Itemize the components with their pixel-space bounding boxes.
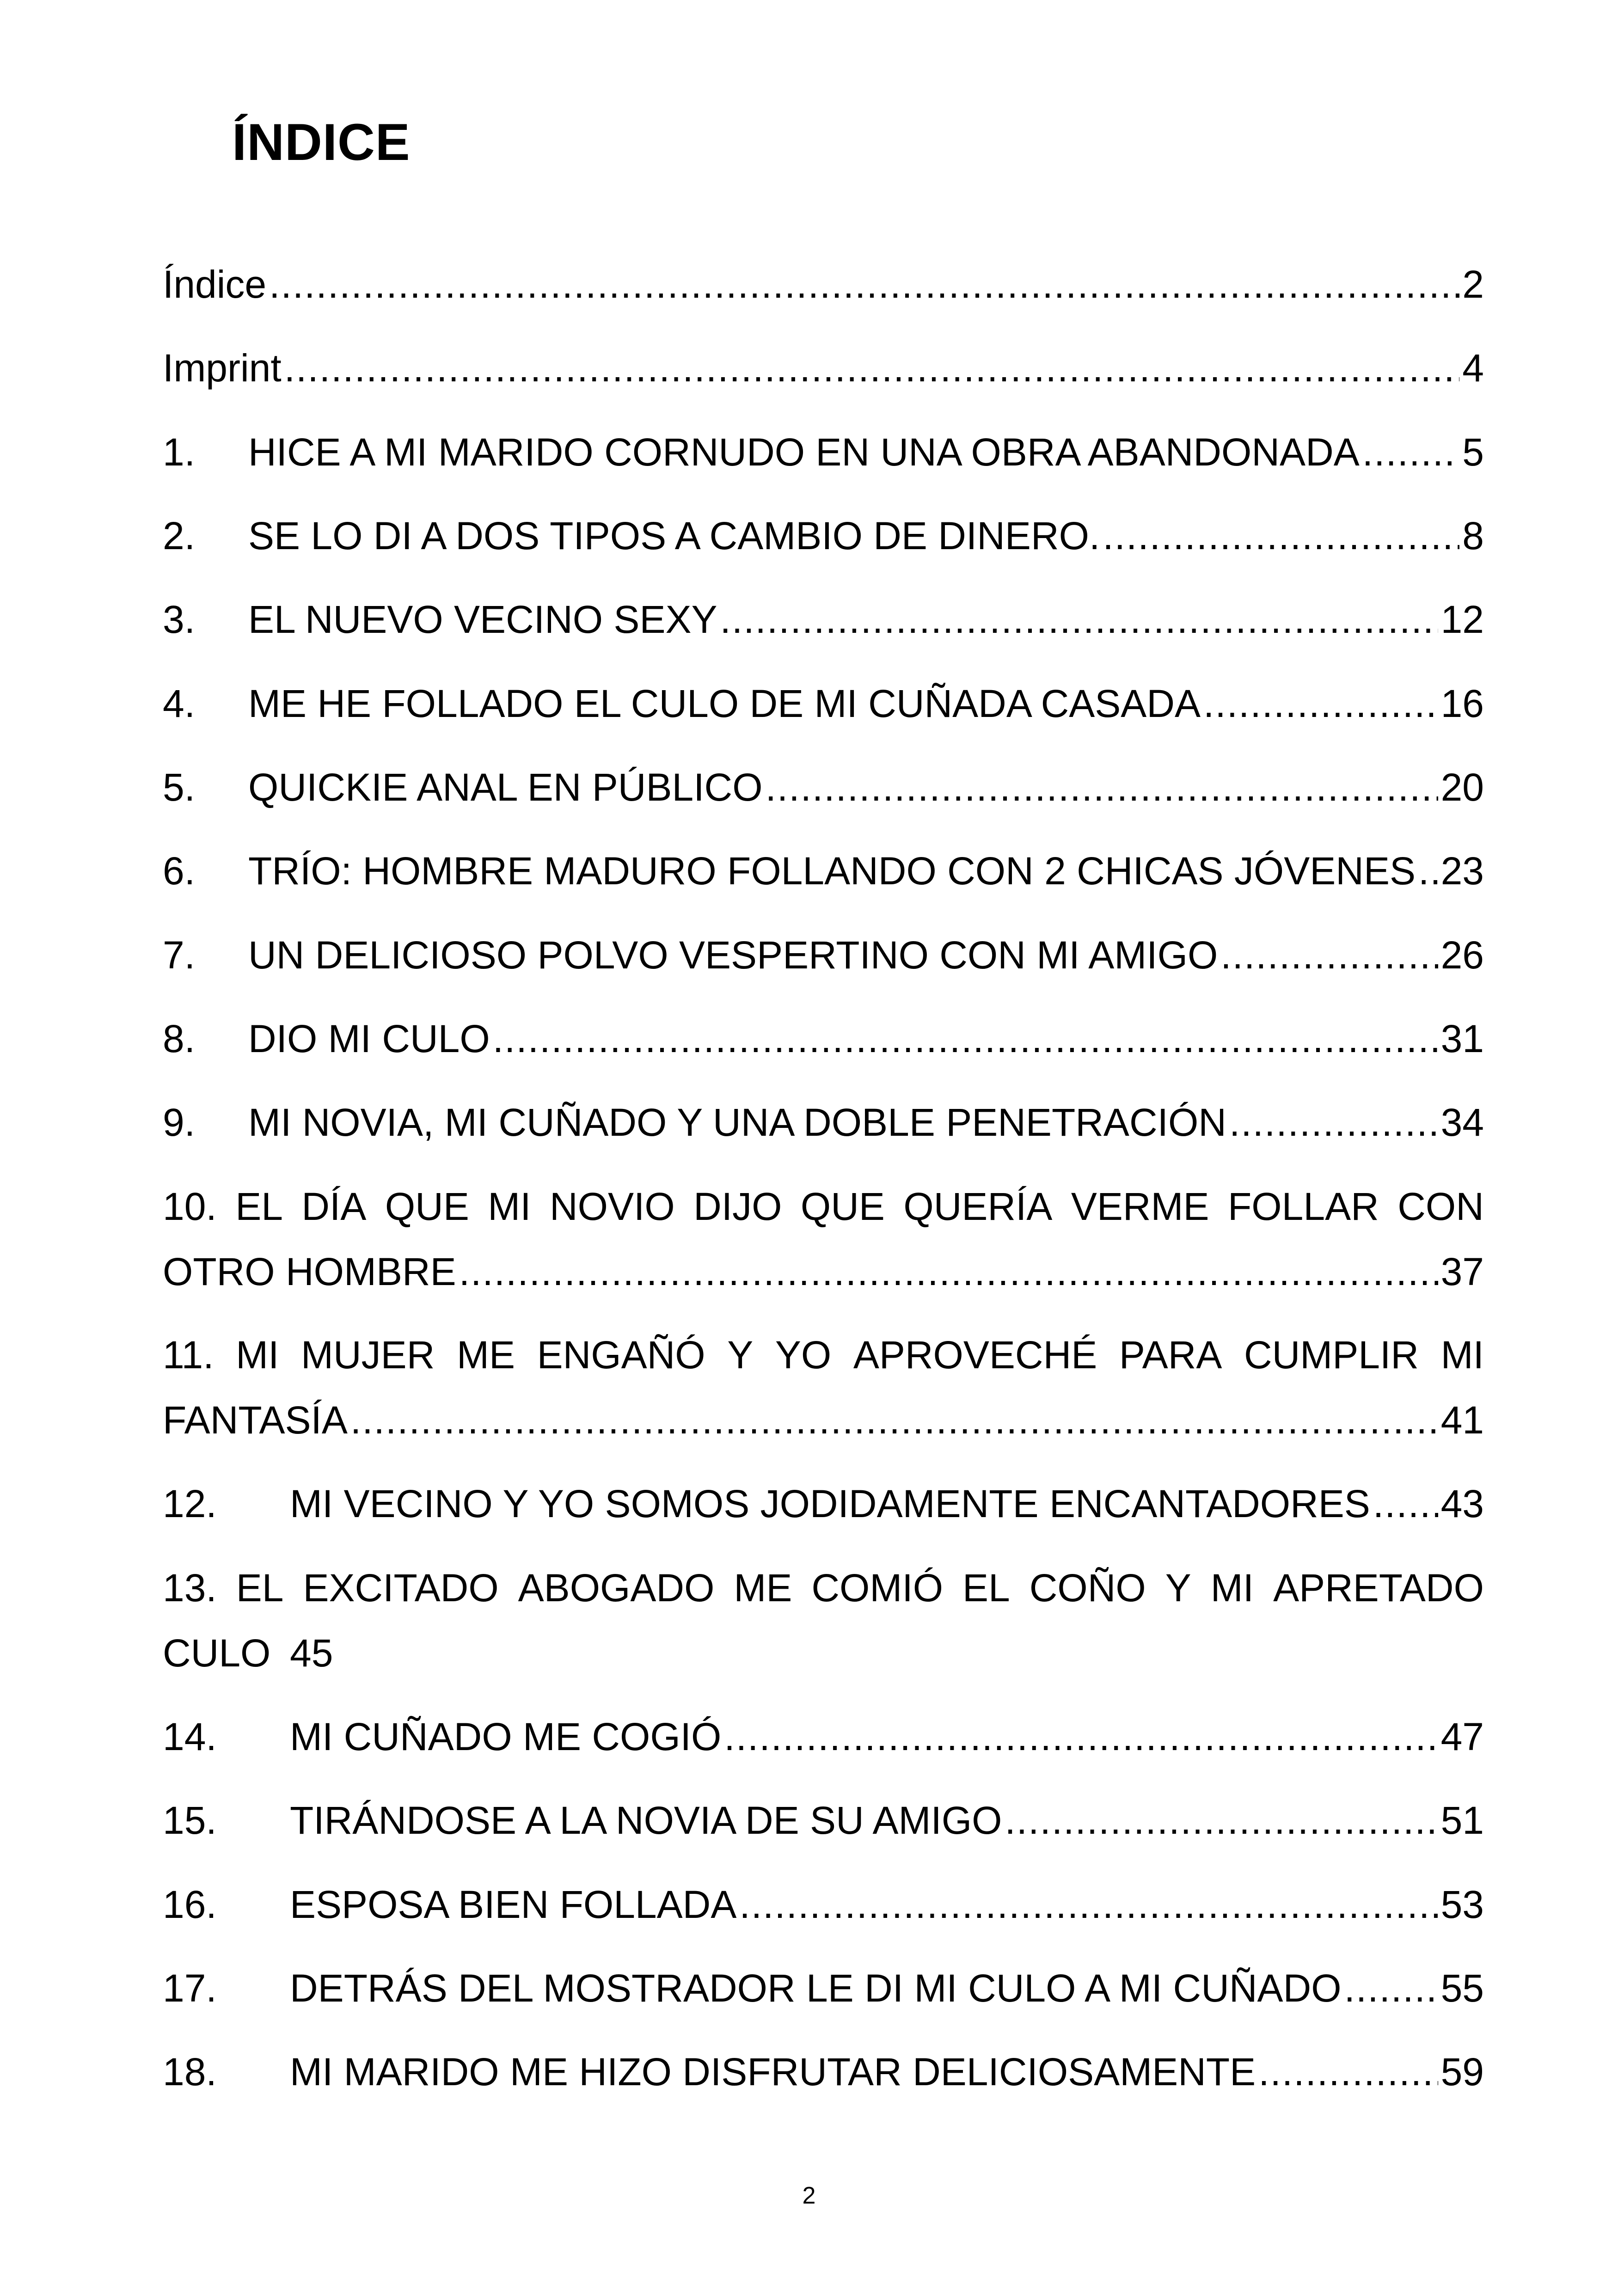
- toc-word: APROVECHÉ: [853, 1333, 1097, 1377]
- toc-entry-title: HICE A MI MARIDO CORNUDO EN UNA OBRA ABANDONADA: [248, 430, 1360, 474]
- dot-leader: [1103, 501, 1459, 570]
- toc-entry-title: DIO MI CULO: [248, 1017, 490, 1060]
- toc-word: Y: [727, 1333, 754, 1377]
- toc-word: Y: [1165, 1566, 1191, 1610]
- dot-leader: [284, 333, 1460, 403]
- toc-entry-page: 20: [1440, 765, 1484, 809]
- dot-leader: [1005, 1786, 1438, 1855]
- toc-entry-number: 6.: [163, 849, 196, 893]
- toc-entry[interactable]: [163, 333, 1484, 403]
- toc-word: QUE: [800, 1185, 885, 1228]
- toc-entry[interactable]: [163, 250, 1484, 319]
- dot-leader: [1373, 1469, 1438, 1538]
- toc-word: ME: [456, 1333, 515, 1377]
- toc-entry[interactable]: [163, 1870, 1484, 1939]
- toc-entry-line1[interactable]: [163, 1320, 1484, 1390]
- toc-entry-page: 51: [1440, 1799, 1484, 1842]
- toc-entry-title: MI VECINO Y YO SOMOS JODIDAMENTE ENCANTADORES: [290, 1482, 1370, 1525]
- toc-word: DIJO: [693, 1185, 782, 1228]
- dot-leader: [1362, 417, 1460, 487]
- toc-entry-page: 4: [1462, 346, 1484, 390]
- toc-entry-page: 8: [1462, 514, 1484, 557]
- toc-word: ABOGADO: [518, 1566, 715, 1610]
- toc-word: PARA: [1119, 1333, 1222, 1377]
- toc-entry-title: TIRÁNDOSE A LA NOVIA DE SU AMIGO: [290, 1799, 1002, 1842]
- toc-word: QUERÍA: [903, 1185, 1053, 1228]
- toc-entry[interactable]: [163, 1088, 1484, 1157]
- dot-leader: [459, 1237, 1438, 1306]
- toc-entry[interactable]: [163, 1786, 1484, 1855]
- toc-entry-line1[interactable]: [163, 1553, 1484, 1623]
- toc-entry-number: 4.: [163, 682, 196, 725]
- toc-word: ME: [734, 1566, 792, 1610]
- toc-word: ENGAÑÓ: [537, 1333, 705, 1377]
- toc-entry-line1[interactable]: [163, 1172, 1484, 1241]
- toc-entry-title: FANTASÍA: [163, 1398, 348, 1442]
- toc-entry-page: 23: [1440, 849, 1484, 893]
- toc-word: VERME: [1071, 1185, 1209, 1228]
- toc-word: YO: [775, 1333, 832, 1377]
- toc-entry[interactable]: [163, 501, 1484, 570]
- toc-entry-page: 41: [1440, 1398, 1484, 1442]
- toc-entry-number: 11.: [163, 1333, 214, 1377]
- toc-entry-number: 2.: [163, 514, 196, 557]
- toc-entry[interactable]: [163, 836, 1484, 906]
- toc-entry-page: 31: [1440, 1017, 1484, 1060]
- toc-entry[interactable]: [163, 753, 1484, 822]
- toc-entry[interactable]: [163, 1385, 1484, 1455]
- toc-entry-number: 5.: [163, 765, 196, 809]
- toc-word: MI: [236, 1333, 279, 1377]
- toc-entry[interactable]: [163, 920, 1484, 990]
- toc-entry-number: 10.: [163, 1185, 217, 1228]
- toc-entry-page: 2: [1462, 263, 1484, 306]
- toc-entry-title: DETRÁS DEL MOSTRADOR LE DI MI CULO A MI CUÑADO: [290, 1966, 1342, 2010]
- toc-word: MI: [488, 1185, 531, 1228]
- toc-word: EL: [962, 1566, 1010, 1610]
- toc-entry-number: 17.: [163, 1966, 217, 2010]
- toc-entry-title: MI NOVIA, MI CUÑADO Y UNA DOBLE PENETRACIÓN: [248, 1101, 1226, 1144]
- toc-entry[interactable]: [163, 1702, 1484, 1771]
- toc-entry-page: 5: [1462, 430, 1484, 474]
- toc-word: COMIÓ: [811, 1566, 944, 1610]
- toc-entry[interactable]: [163, 1004, 1484, 1073]
- toc-word: COÑO: [1029, 1566, 1146, 1610]
- toc-entry-number: 16.: [163, 1883, 217, 1926]
- toc-entry-number: 8.: [163, 1017, 196, 1060]
- toc-entry-number: 3.: [163, 598, 196, 641]
- toc-entry-title: SE LO DI A DOS TIPOS A CAMBIO DE DINERO.: [248, 514, 1100, 557]
- toc-word: APRETADO: [1273, 1566, 1484, 1610]
- toc-word: QUE: [385, 1185, 469, 1228]
- toc-entry-number: 14.: [163, 1715, 217, 1758]
- toc-entry-page: 16: [1440, 682, 1484, 725]
- toc-entry[interactable]: [163, 1618, 333, 1688]
- dot-leader: [739, 1870, 1438, 1939]
- dot-leader: [1258, 2037, 1438, 2106]
- dot-leader: [493, 1004, 1438, 1073]
- toc-entry-page: 47: [1440, 1715, 1484, 1758]
- toc-entry-title: Imprint: [163, 346, 282, 390]
- toc-entry-page: 45: [290, 1631, 333, 1675]
- page-number: 2: [802, 2182, 816, 2209]
- toc-entry-title: EL NUEVO VECINO SEXY: [248, 598, 717, 641]
- toc-entry-title: TRÍO: HOMBRE MADURO FOLLANDO CON 2 CHICAS JÓVENES: [248, 849, 1416, 893]
- toc-entry-number: 18.: [163, 2050, 217, 2094]
- toc-word: MI: [1440, 1333, 1484, 1377]
- dot-leader: [350, 1385, 1438, 1455]
- toc-entry[interactable]: [163, 1469, 1484, 1538]
- toc-word: DÍA: [301, 1185, 367, 1228]
- toc-entry-number: 13.: [163, 1566, 217, 1610]
- toc-entry[interactable]: [163, 669, 1484, 738]
- toc-entry-number: 12.: [163, 1482, 217, 1525]
- toc-word: EL: [236, 1566, 284, 1610]
- toc-word: MUJER: [301, 1333, 435, 1377]
- toc-entry-title: Índice: [163, 263, 267, 306]
- toc-word: CON: [1397, 1185, 1484, 1228]
- dot-leader: [720, 585, 1438, 654]
- toc-word: EXCITADO: [303, 1566, 499, 1610]
- toc-entry-title: ESPOSA BIEN FOLLADA: [290, 1883, 737, 1926]
- toc-entry-title: CULO: [163, 1631, 271, 1675]
- toc-entry-page: 55: [1440, 1966, 1484, 2010]
- dot-leader: [766, 753, 1438, 822]
- toc-entry-page: 34: [1440, 1101, 1484, 1144]
- toc-entry-title: ME HE FOLLADO EL CULO DE MI CUÑADA CASADA: [248, 682, 1201, 725]
- dot-leader: [724, 1702, 1438, 1771]
- dot-leader: [1203, 669, 1438, 738]
- toc-entry-number: 9.: [163, 1101, 196, 1144]
- toc-entry-number: 1.: [163, 430, 196, 474]
- toc-entry-title: MI CUÑADO ME COGIÓ: [290, 1715, 722, 1758]
- dot-leader: [1220, 920, 1438, 990]
- toc-entry[interactable]: [163, 1953, 1484, 2023]
- toc-entry[interactable]: [163, 585, 1484, 654]
- toc-entry-title: QUICKIE ANAL EN PÚBLICO: [248, 765, 763, 809]
- toc-entry-title: OTRO HOMBRE: [163, 1250, 456, 1293]
- toc-entry-number: 7.: [163, 933, 196, 977]
- toc-word: EL: [235, 1185, 283, 1228]
- dot-leader: [1229, 1088, 1438, 1157]
- toc-entry-page: 59: [1440, 2050, 1484, 2094]
- dot-leader: [1344, 1953, 1438, 2023]
- toc-entry[interactable]: [163, 2037, 1484, 2106]
- toc-word: MI: [1210, 1566, 1254, 1610]
- dot-leader: [1418, 836, 1438, 906]
- toc-entry-title: UN DELICIOSO POLVO VESPERTINO CON MI AMIGO: [248, 933, 1218, 977]
- toc-entry-page: 37: [1440, 1250, 1484, 1293]
- toc-entry[interactable]: [163, 417, 1484, 487]
- toc-entry[interactable]: [163, 1237, 1484, 1306]
- toc-entry-page: 12: [1440, 598, 1484, 641]
- toc-entry-title: MI MARIDO ME HIZO DISFRUTAR DELICIOSAMENTE: [290, 2050, 1256, 2094]
- toc-word: FOLLAR: [1227, 1185, 1379, 1228]
- toc-word: NOVIO: [550, 1185, 675, 1228]
- dot-leader: [269, 250, 1459, 319]
- toc-entry-page: 26: [1440, 933, 1484, 977]
- toc-entry-page: 53: [1440, 1883, 1484, 1926]
- toc-entry-page: 43: [1440, 1482, 1484, 1525]
- toc-entry-number: 15.: [163, 1799, 217, 1842]
- toc-heading: ÍNDICE: [232, 113, 411, 171]
- toc-word: CUMPLIR: [1244, 1333, 1419, 1377]
